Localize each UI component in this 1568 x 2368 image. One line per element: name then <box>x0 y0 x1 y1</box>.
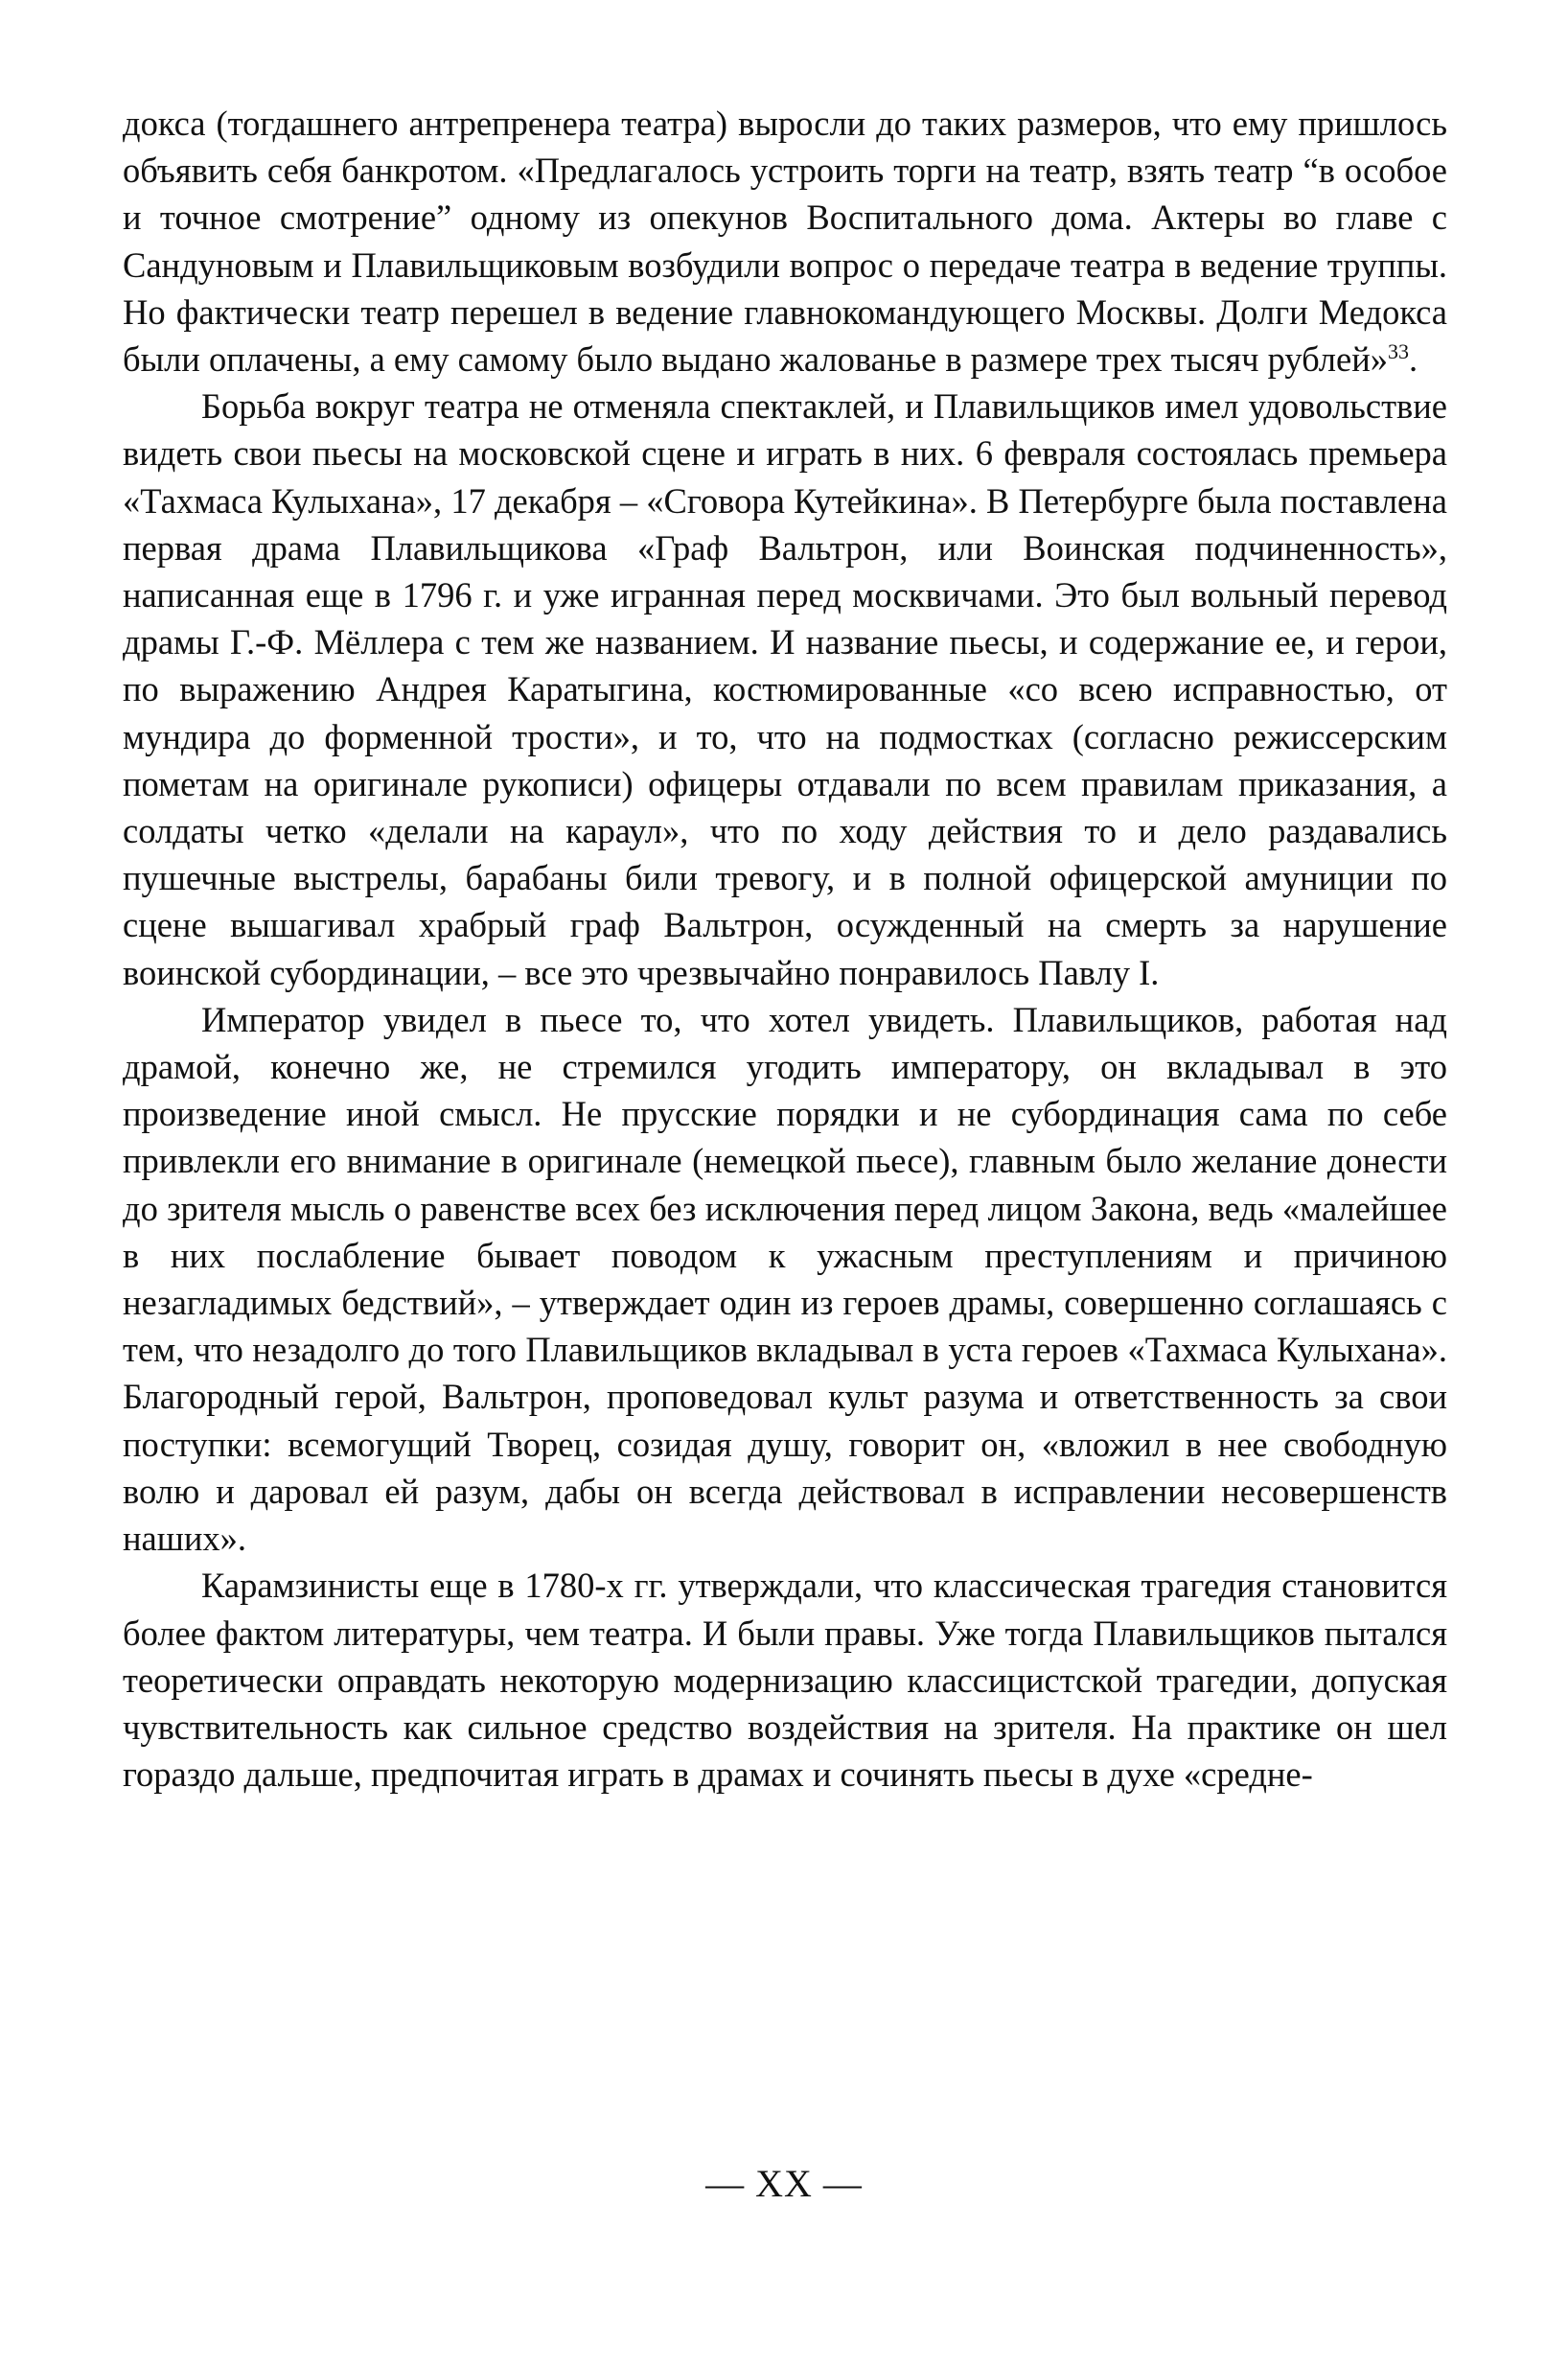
page-body <box>123 100 1447 1798</box>
paragraph-1-tail: . <box>1409 339 1418 380</box>
paragraph-1-text: докса (тогдашнего антрепренера театра) выросли до таких размеров, что ему пришлось объявить себя банкротом. «Предлагалось устроить торги на театр, взять театр “в особое и точное смотрение” одному из опекунов Воспитального дома. Актеры во главе с Сандуновым и Плавильщиковым возбудили вопрос о передаче театра в ведение труппы. Но фактически театр перешел в ведение главнокомандующего Москвы. Долги Медокса были оплачены, а ему самому было выдано жалованье в размере трех тысяч рублей» <box>123 104 1447 380</box>
page-number: — XX — <box>705 2162 863 2205</box>
paragraph-1 <box>123 100 1447 383</box>
footnote-ref-33: 33 <box>1388 338 1409 363</box>
paragraph-3: Император увидел в пьесе то, что хотел увидеть. Плавильщиков, работая над драмой, конечно же, не стремился угодить императору, он вкладывал в это произведение иной смысл. Не прусские порядки и не субординация сама по себе привлекли его внимание в оригинале (немецкой пьесе), главным было желание донести до зрителя мысль о равенстве всех без исключения перед лицом Закона, ведь «малейшее в них послабление бывает поводом к ужасным преступлениям и причиною незагладимых бедствий», – утверждает один из героев драмы, совершенно соглашаясь с тем, что незадолго до того Плавильщиков вкладывал в уста героев «Тахмаса Кулыхана». Благородный герой, Вальтрон, проповедовал культ разума и ответственность за свои поступки: всемогущий Творец, созидая душу, говорит он, «вложил в нее свободную волю и даровал ей разум, дабы он всегда действовал в исправлении несовершенств наших». <box>123 999 1447 1559</box>
paragraph-4: Карамзинисты еще в 1780-х гг. утверждали, что классическая трагедия становится более фактом литературы, чем театра. И были правы. Уже тогда Плавильщиков пытался теоретически оправдать некоторую модернизацию классицистской трагедии, допуская чувствительность как сильное средство воздействия на зрителя. На практике он шел гораздо дальше, предпочитая играть в драмах и сочинять пьесы в духе «средне- <box>123 1566 1447 1795</box>
paragraph-2: Борьба вокруг театра не отменяла спектаклей, и Плавильщиков имел удовольствие видеть свои пьесы на московской сцене и играть в них. 6 февраля состоялась премьера «Тахмаса Кулыхана», 17 декабря – «Сговора Кутейкина». В Петербурге была поставлена первая драма Плавильщикова «Граф Вальтрон, или Воинская подчиненность», написанная еще в 1796 г. и уже игранная перед москвичами. Это был вольный перевод драмы Г.-Ф. Мёллера с тем же названием. И название пьесы, и содержание ее, и герои, по выражению Андрея Каратыгина, костюмированные «со всею исправностью, от мундира до форменной трости», и то, что на подмостках (согласно режиссерским пометам на оригинале рукописи) офицеры отдавали по всем правилам приказания, а солдаты четко «делали на караул», что по ходу действия то и дело раздавались пушечные выстрелы, барабаны били тревогу, и в полной офицерской амуниции по сцене вышагивал храбрый граф Вальтрон, осужденный на смерть за нарушение воинской субординации, – все это чрезвычайно понравилось Павлу I. <box>123 386 1447 992</box>
